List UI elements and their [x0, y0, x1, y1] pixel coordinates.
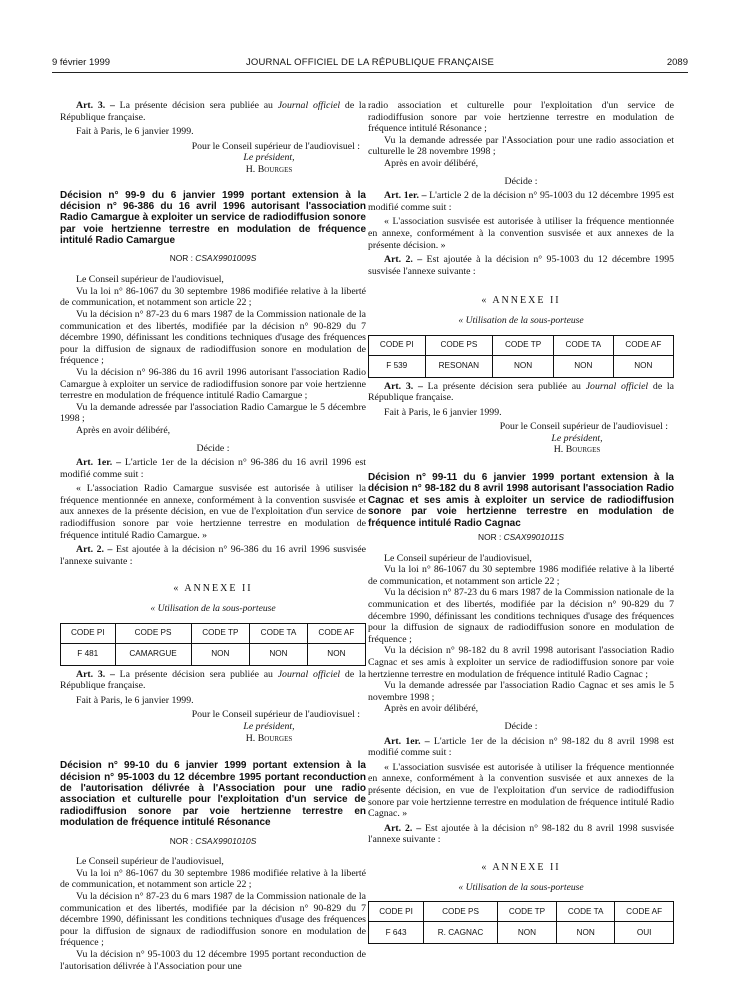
- annex-heading: « ANNEXE II: [481, 861, 561, 873]
- article-1: Art. 1er. – L'article 2 de la décision n° 95-1003 du 12 décembre 1995 est modifié comme suit :: [368, 190, 674, 213]
- visa: Vu la décision n° 87-23 du 6 mars 1987 de la Commission nationale de la communication et des libertés, modifiée par la décision n° 90-829 du 7 décembre 1990, définissant les conditions techniques d'usage des fréquences pour la diffusion de signaux de radiodiffusion sonore en modulation de fréquence ;: [60, 891, 366, 949]
- decision-title: Décision n° 99-11 du 6 janvier 1999 portant extension à la décision n° 98-182 du 8 avril 1998 autorisant l'association Radio Cagnac et ses amis à exploiter un service de radiodiffusion sonore par voie hertzienne terrestre en modulation de fréquence intitulé Radio Cagnac: [368, 472, 674, 529]
- table-cell: OUI: [615, 922, 674, 944]
- table-cell: NON: [250, 643, 308, 665]
- subcarrier-table: [60, 623, 366, 666]
- signature-names: Le président, H. Bourges: [243, 721, 295, 744]
- fait-a-paris: Fait à Paris, le 6 janvier 1999.: [76, 126, 194, 138]
- visa: Vu la loi n° 86-1067 du 30 septembre 1986 modifiée relative à la liberté de communication, et notamment son article 22 ;: [60, 867, 366, 891]
- table-cell: CAMARGUE: [115, 643, 191, 665]
- table-header: CODE TP: [493, 335, 554, 355]
- article-1-quote: « L'association Radio Camargue susvisée est autorisée à utiliser la fréquence mentionnée en annexe, conformément à la convention susvisée et aux annexes de la présente décision, en vue de l'exploitation d'un service de radiodiffusion sonore par voie hertzienne terrestre en modulation de fréquence intitulé Radio Camargue. »: [60, 483, 366, 541]
- visa: Après en avoir délibéré,: [384, 703, 479, 715]
- right-column: [368, 100, 674, 944]
- table-cell: RESONAN: [425, 355, 493, 377]
- table-header: CODE AF: [613, 335, 673, 355]
- header-date: 9 février 1999: [52, 57, 111, 68]
- article-3: Art. 3. – La présente décision sera publiée au Journal officiel de la République française.: [60, 100, 366, 123]
- table-cell: NON: [557, 922, 615, 944]
- article-3: Art. 3. – La présente décision sera publiée au Journal officiel de la République française.: [60, 668, 366, 692]
- header-rule: [52, 72, 688, 73]
- article-2: Art. 2. – Est ajoutée à la décision n° 98-182 du 8 avril 1998 susvisée l'annexe suivante :: [368, 822, 674, 846]
- decide-heading: Décide :: [196, 442, 230, 454]
- table-header: CODE TA: [553, 335, 613, 355]
- table-cell: NON: [497, 922, 556, 944]
- nor-reference: NOR : CSAX9901009S: [169, 252, 257, 263]
- annex-subheading: « Utilisation de la sous-porteuse: [150, 603, 276, 615]
- table-header: CODE TP: [497, 902, 556, 922]
- nor-reference: NOR : CSAX9901011S: [478, 532, 564, 543]
- visa: Vu la demande adressée par l'association Radio Cagnac et ses amis le 5 novembre 1998 ;: [368, 680, 674, 703]
- table-header: CODE PI: [369, 335, 426, 355]
- annex-heading: « ANNEXE II: [173, 583, 253, 595]
- table-header: CODE AF: [307, 623, 365, 643]
- decide-heading: Décide :: [504, 175, 538, 187]
- table-cell: F 539: [369, 355, 426, 377]
- left-column: [60, 100, 366, 972]
- visa: Vu la décision n° 98-182 du 8 avril 1998 autorisant l'association Radio Cagnac et ses amis à exploiter un service de radiodiffusion sonore par voie hertzienne terrestre en modulation de fréquence intitulé Radio Cagnac ;: [368, 645, 674, 680]
- annex-heading: « ANNEXE II: [481, 295, 561, 307]
- decide-heading: Décide :: [504, 721, 538, 732]
- table-cell: NON: [493, 355, 554, 377]
- signature-names: Le président, H. Bourges: [243, 152, 295, 175]
- article-1: Art. 1er. – L'article 1er de la décision n° 98-182 du 8 avril 1998 est modifié comme suit :: [368, 735, 674, 759]
- table-header: CODE PS: [425, 335, 493, 355]
- table-header-row: [369, 335, 674, 355]
- article-1-quote: « L'association susvisée est autorisée à utiliser la fréquence mentionnée en annexe, conformément à la convention susvisée et aux annexes de la présente décision. »: [368, 216, 674, 251]
- table-header-row: [61, 623, 366, 643]
- signature-block: Pour le Conseil supérieur de l'audiovisuel :: [191, 709, 360, 721]
- visa: Vu la décision n° 87-23 du 6 mars 1987 de la Commission nationale de la communication et des libertés, modifiée par la décision n° 90-829 du 7 décembre 1990, définissant les conditions techniques d'usage des fréquences pour la diffusion de signaux de radiodiffusion sonore en modulation de fréquence ;: [368, 587, 674, 645]
- visa: Après en avoir délibéré,: [384, 157, 479, 169]
- visa: Vu la demande adressée par l'Association pour une radio association et culturelle le 28 novembre 1998 ;: [368, 134, 674, 158]
- subcarrier-table: [368, 335, 674, 378]
- visa: Vu la loi n° 86-1067 du 30 septembre 1986 modifiée relative à la liberté de communication, et notamment son article 22 ;: [60, 285, 366, 309]
- table-cell: NON: [191, 643, 250, 665]
- table-cell: NON: [553, 355, 613, 377]
- decision-title: Décision n° 99-9 du 6 janvier 1999 portant extension à la décision n° 96-386 du 16 avril 1996 autorisant l'association Radio Camargue à exploiter un service de radiodiffusion sonore par voie hertzienne terrestre en modulation de fréquence intitulé Radio Camargue: [60, 189, 366, 247]
- article-2: Art. 2. – Est ajoutée à la décision n° 96-386 du 16 avril 1996 susvisée l'annexe suivante :: [60, 544, 366, 567]
- subcarrier-table: [368, 901, 674, 944]
- visa: Vu la demande adressée par l'association Radio Camargue le 5 décembre 1998 ;: [60, 401, 366, 425]
- annex-subheading: « Utilisation de la sous-porteuse: [458, 881, 584, 893]
- table-header: CODE PS: [424, 902, 498, 922]
- table-cell: F 643: [369, 922, 424, 944]
- article-1: Art. 1er. – L'article 1er de la décision n° 96-386 du 16 avril 1996 est modifié comme suit :: [60, 457, 366, 480]
- signature-block: Pour le Conseil supérieur de l'audiovisuel :: [191, 140, 360, 152]
- fait-a-paris: Fait à Paris, le 6 janvier 1999.: [384, 406, 502, 418]
- table-cell: R. CAGNAC: [424, 922, 498, 944]
- fait-a-paris: Fait à Paris, le 6 janvier 1999.: [76, 694, 194, 706]
- visas: [60, 274, 366, 436]
- visas: [368, 553, 674, 715]
- visa-continued: radio association et culturelle pour l'exploitation d'un service de radiodiffusion sonore par voie hertzienne terrestre en modulation de fréquence intitulé Résonance ;: [368, 100, 674, 135]
- table-header: CODE TP: [191, 623, 250, 643]
- table-cell: F 481: [61, 643, 116, 665]
- journal-title: JOURNAL OFFICIEL DE LA RÉPUBLIQUE FRANÇAISE: [245, 57, 495, 68]
- table-header: CODE PI: [369, 902, 424, 922]
- article-3: Art. 3. – La présente décision sera publiée au Journal officiel de la République française.: [368, 380, 674, 404]
- signature-block: Pour le Conseil supérieur de l'audiovisuel :: [499, 421, 668, 433]
- table-cell: NON: [307, 643, 365, 665]
- table-header: CODE TA: [557, 902, 615, 922]
- table-header: CODE AF: [615, 902, 674, 922]
- table-row: [61, 643, 366, 665]
- visa: Le Conseil supérieur de l'audiovisuel,: [76, 274, 224, 286]
- nor-reference: NOR : CSAX9901010S: [169, 835, 257, 846]
- article-1-quote: « L'association susvisée est autorisée à utiliser la fréquence mentionnée en annexe, conformément à la convention susvisée et aux annexes de la présente décision, en vue de l'exploitation d'un service de radiodiffusion sonore par voie hertzienne terrestre en modulation de fréquence intitulé Radio Cagnac. »: [368, 761, 674, 820]
- visa: Vu la décision n° 87-23 du 6 mars 1987 de la Commission nationale de la communication et des libertés, modifiée par la décision n° 90-829 du 7 décembre 1990, définissant les conditions techniques d'usage des fréquences pour la diffusion de signaux de radiodiffusion sonore en modulation de fréquence ;: [60, 308, 366, 367]
- signature-names: Le président, H. Bourges: [551, 432, 603, 456]
- decision-title: Décision n° 99-10 du 6 janvier 1999 portant extension à la décision n° 95-1003 du 12 décembre 1995 portant reconduction de l'autorisation délivrée à l'Association pour une radio association et culturelle pour l'exploitation d'un service de radiodiffusion sonore par voie hertzienne terrestre en modulation de fréquence intitulé Résonance: [60, 760, 366, 829]
- page-number: 2089: [666, 57, 688, 68]
- table-header: CODE TA: [250, 623, 308, 643]
- visa: Vu la décision n° 96-386 du 16 avril 1996 autorisant l'association Radio Camargue à exploiter un service de radiodiffusion sonore par voie hertzienne terrestre en modulation de fréquence intitulé Radio Camargue ;: [60, 366, 366, 402]
- table-row: [369, 922, 674, 944]
- annex-subheading: « Utilisation de la sous-porteuse: [458, 314, 584, 326]
- visa: Le Conseil supérieur de l'audiovisuel,: [76, 856, 224, 868]
- article-2: Art. 2. – Est ajoutée à la décision n° 95-1003 du 12 décembre 1995 susvisée l'annexe suivante :: [368, 254, 674, 277]
- visas: [60, 856, 366, 972]
- table-header-row: [369, 902, 674, 922]
- visa: Vu la loi n° 86-1067 du 30 septembre 1986 modifiée relative à la liberté de communication, et notamment son article 22 ;: [368, 564, 674, 587]
- running-header: [52, 57, 688, 71]
- visa: Après en avoir délibéré,: [76, 424, 171, 436]
- table-cell: NON: [613, 355, 673, 377]
- visa: Le Conseil supérieur de l'audiovisuel,: [384, 552, 532, 564]
- table-row: [369, 355, 674, 377]
- table-header: CODE PI: [61, 623, 116, 643]
- table-header: CODE PS: [115, 623, 191, 643]
- visa: Vu la décision n° 95-1003 du 12 décembre 1995 portant reconduction de l'autorisation délivrée à l'Association pour une: [60, 948, 366, 972]
